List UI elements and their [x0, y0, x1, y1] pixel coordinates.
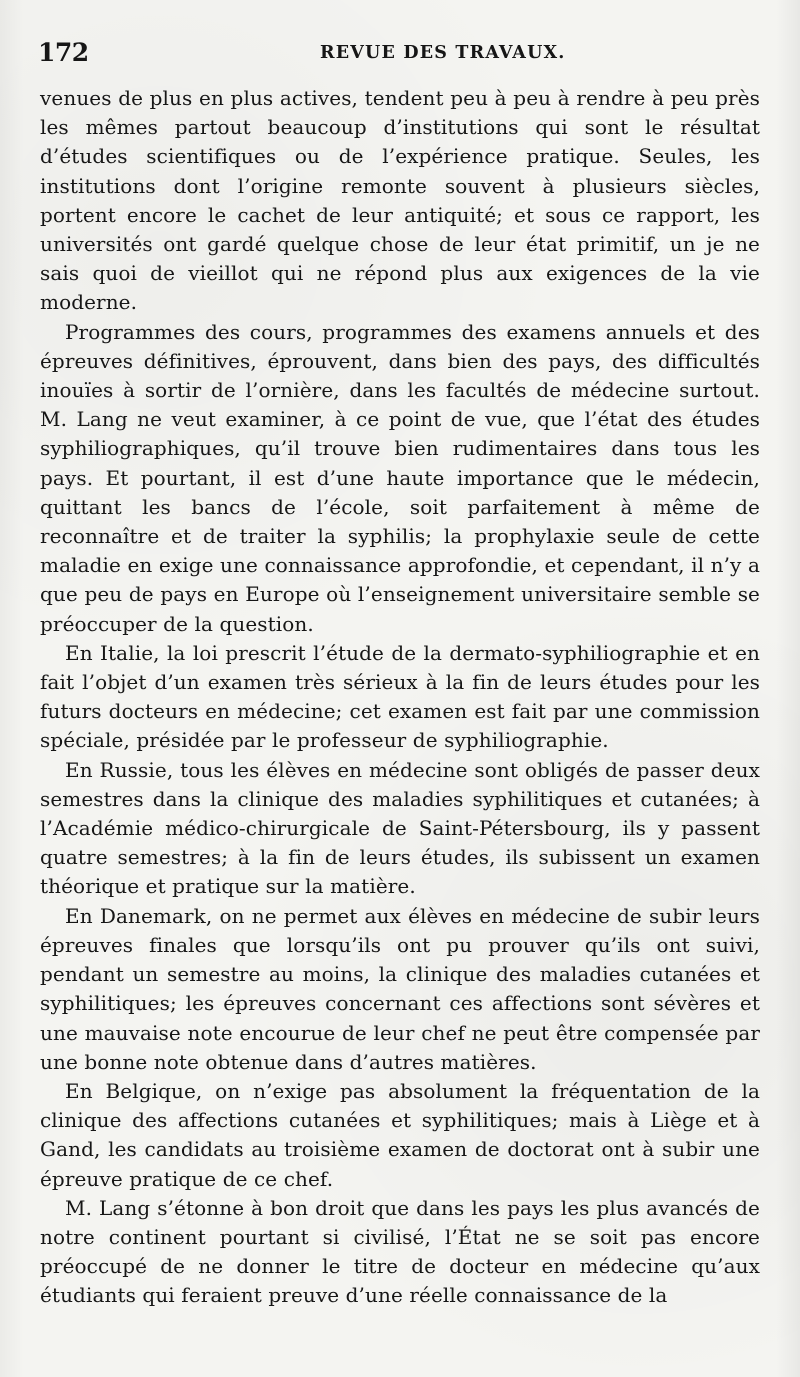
running-head: REVUE DES TRAVAUX.: [320, 43, 566, 63]
paragraph-continued-intro: venues de plus en plus actives, tendent peu à peu à rendre à peu près les mêmes partout beaucoup d’institutions qui sont le résultat d’études scientifiques ou de l’expérience pratique. Seules, les institutions dont l’origine remonte souvent à plusieurs siècles, portent encore le cachet de leur antiquité; et sous ce rapport, les universités ont gardé quelque chose de leur état primitif, un je ne sais quoi de vieillot qui ne répond plus aux exigences de la vie moderne.: [40, 86, 760, 315]
paragraph-italie: En Italie, la loi prescrit l’étude de la dermato-syphiliographie et en fait l’objet d’un examen très sérieux à la fin de leurs études pour les futurs docteurs en médecine; cet examen est fait par une commission spéciale, présidée par le professeur de syphiliographie.: [40, 640, 760, 753]
page-number: 172: [38, 38, 89, 67]
article-body: [40, 84, 760, 1311]
paragraph-russie: En Russie, tous les élèves en médecine sont obligés de passer deux semestres dans la clinique des maladies syphilitiques et cutanées; à l’Académie médico-chirurgicale de Saint-Pétersbourg, ils y passent quatre semestres; à la fin de leurs études, ils subissent un examen théorique et pratique sur la matière.: [40, 757, 760, 899]
paragraph-danemark: En Danemark, on ne permet aux élèves en médecine de subir leurs épreuves finales que lorsqu’ils ont pu prouver qu’ils ont suivi, pendant un semestre au moins, la clinique des maladies cutanées et syphilitiques; les épreuves concernant ces affections sont sévères et une mauvaise note encourue de leur chef ne peut être compensée par une bonne note obtenue dans d’autres matières.: [40, 903, 760, 1074]
paragraph-lang-conclusion: M. Lang s’étonne à bon droit que dans les pays les plus avancés de notre continent pourtant si civilisé, l’État ne se soit pas encore préoccupé de ne donner le titre de docteur en médecine qu’aux étudiants qui feraient preuve d’une réelle connaissance de la: [40, 1195, 760, 1308]
paragraph-programmes: Programmes des cours, programmes des examens annuels et des épreuves définitives, éprouvent, dans bien des pays, des difficultés inouïes à sortir de l’ornière, dans les facultés de médecine surtout. M. Lang ne veut examiner, à ce point de vue, que l’état des études syphiliographiques, qu’il trouve bien rudimentaires dans tous les pays. Et pourtant, il est d’une haute importance que le médecin, quittant les bancs de l’école, soit parfaitement à même de reconnaître et de traiter la syphilis; la prophylaxie seule de cette maladie en exige une connaissance approfondie, et cependant, il n’y a que peu de pays en Europe où l’enseignement universitaire semble se préoccuper de la question.: [40, 319, 760, 636]
paragraph-belgique: En Belgique, on n’exige pas absolument la fréquentation de la clinique des affections cutanées et syphilitiques; mais à Liège et à Gand, les candidats au troisième examen de doctorat ont à subir une épreuve pratique de ce chef.: [40, 1078, 760, 1191]
page-header: [38, 38, 762, 70]
